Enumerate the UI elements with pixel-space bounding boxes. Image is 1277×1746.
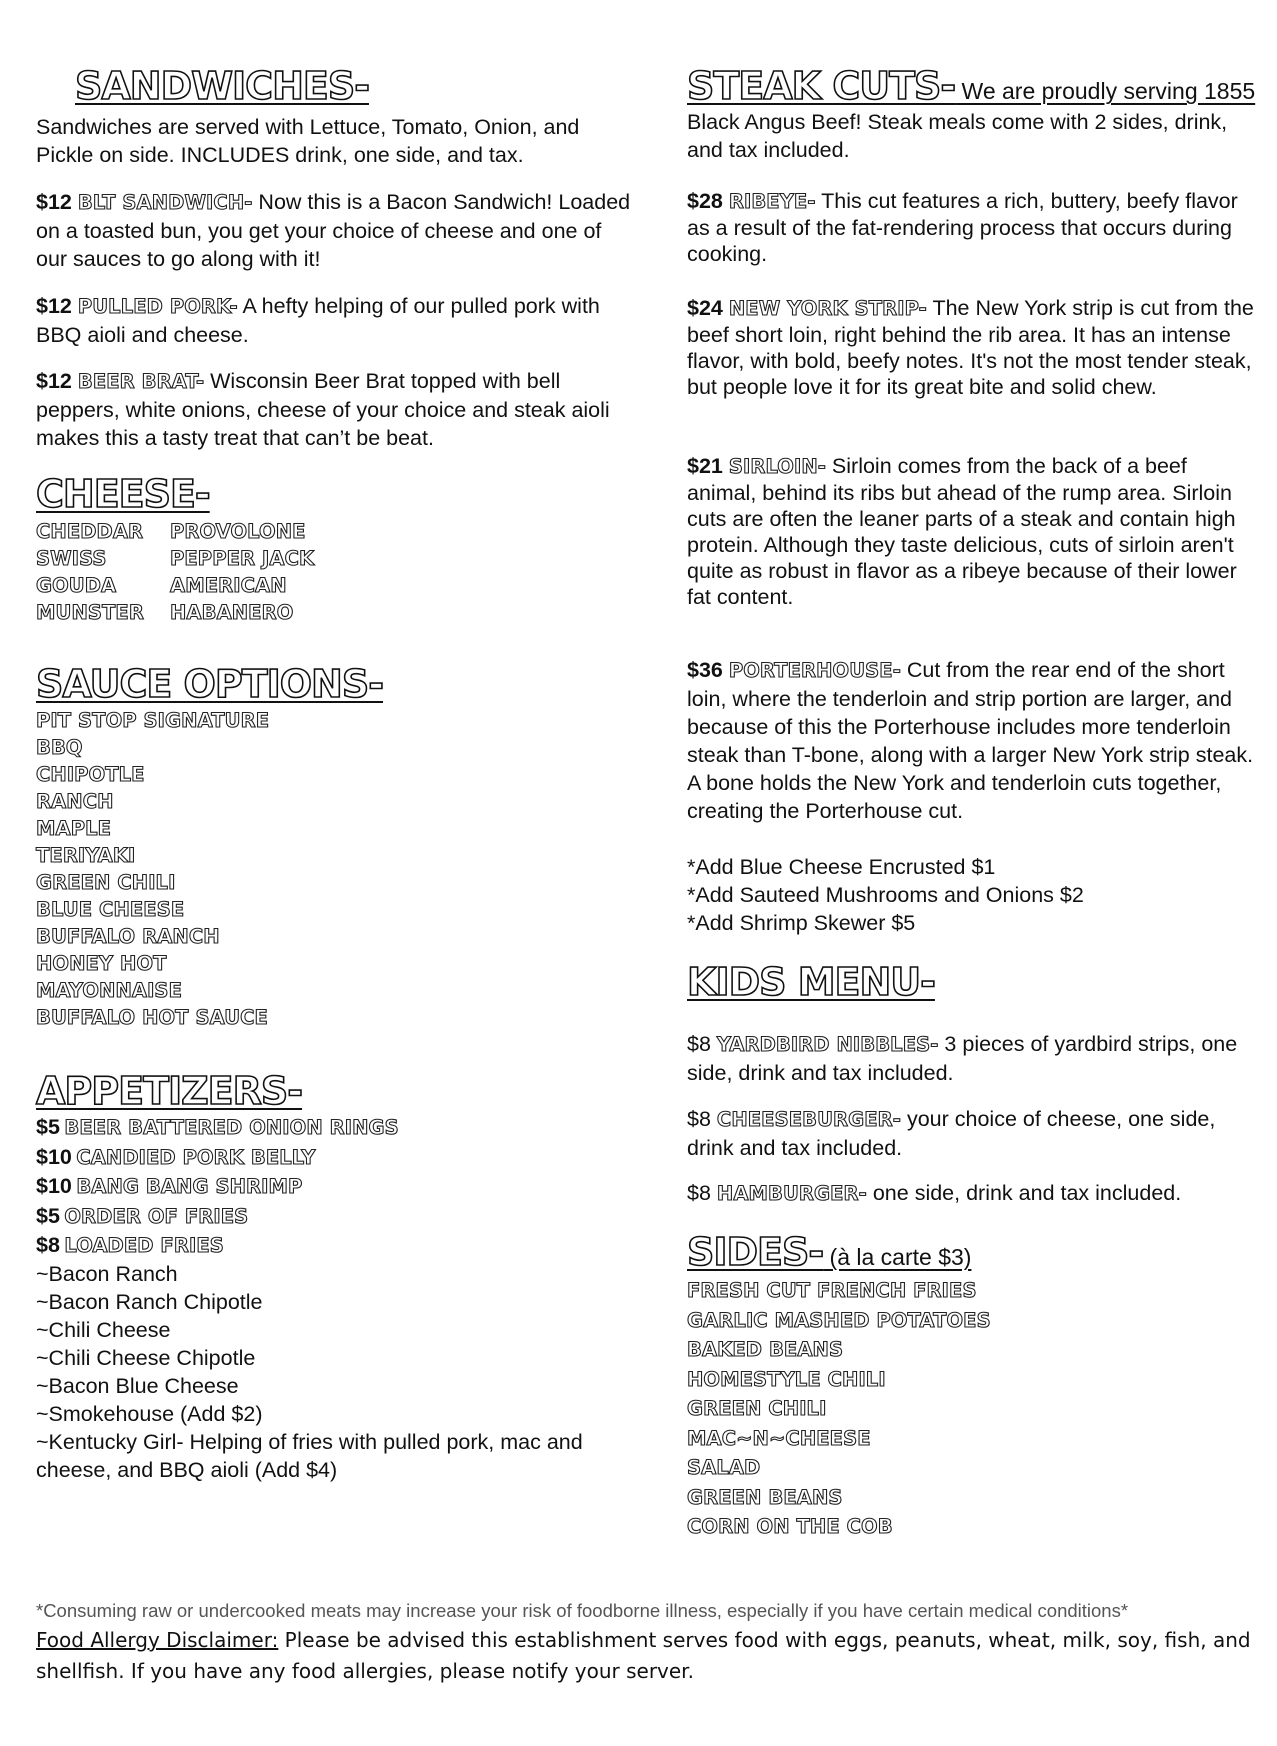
list-item: $5 BEER BATTERED ONION RINGS bbox=[36, 1115, 399, 1139]
sides-price-note: (à la carte $3) bbox=[823, 1244, 972, 1270]
list-item: ~Bacon Blue Cheese bbox=[36, 1374, 239, 1398]
sides-heading: SIDES- (à la carte $3) bbox=[687, 1230, 972, 1274]
menu-item-ribeye bbox=[687, 188, 1262, 267]
appetizer-list bbox=[36, 1113, 399, 1261]
menu-item-new-york-strip bbox=[687, 295, 1262, 400]
steak-cuts-intro-rest: Black Angus Beef! Steak meals come with 2 sides, drink, and tax included. bbox=[687, 110, 1228, 162]
sandwiches-heading: SANDWICHES- bbox=[75, 64, 369, 108]
list-item: AMERICAN bbox=[170, 574, 287, 597]
item-price: $12 bbox=[36, 369, 72, 393]
cheese-heading: CHEESE- bbox=[36, 472, 210, 516]
item-name: HAMBURGER- bbox=[716, 1182, 867, 1205]
steak-addons bbox=[687, 853, 1084, 937]
item-name: BLT SANDWICH- bbox=[77, 191, 253, 214]
list-item: BAKED BEANS bbox=[687, 1338, 844, 1361]
item-name: SIRLOIN- bbox=[728, 455, 826, 478]
list-item: HOMESTYLE CHILI bbox=[687, 1367, 886, 1391]
item-desc: 3 pieces of yardbird strips, one side, drink and tax included. bbox=[687, 1032, 1238, 1085]
sauce-list bbox=[36, 707, 269, 1031]
list-item: RANCH bbox=[36, 790, 114, 813]
list-item: ~Smokehouse (Add $2) bbox=[36, 1402, 263, 1426]
menu-item-beer-brat bbox=[36, 367, 626, 452]
item-desc: A hefty helping of our pulled pork with BBQ aioli and cheese. bbox=[36, 294, 600, 347]
item-name: PULLED PORK- bbox=[77, 295, 238, 318]
list-item: FRESH CUT FRENCH FRIES bbox=[687, 1279, 977, 1302]
item-desc: your choice of cheese, one side, drink and tax included. bbox=[687, 1107, 1216, 1160]
allergy-label: Food Allergy Disclaimer: bbox=[36, 1628, 279, 1652]
item-price: $28 bbox=[687, 189, 723, 213]
raw-meat-warning: *Consuming raw or undercooked meats may increase your risk of foodborne illness, especially if you have certain medical conditions* bbox=[36, 1600, 1129, 1621]
list-item: *Add Sauteed Mushrooms and Onions $2 bbox=[687, 883, 1084, 907]
item-name: PORTERHOUSE- bbox=[728, 659, 901, 682]
menu-item-yardbird-nibbles bbox=[687, 1030, 1262, 1087]
item-desc: one side, drink and tax included. bbox=[866, 1181, 1182, 1205]
item-desc: This cut features a rich, buttery, beefy flavor as a result of the fat-rendering process that occurs during cooking. bbox=[687, 189, 1238, 266]
list-item: PIT STOP SIGNATURE bbox=[36, 709, 270, 732]
list-item: MAPLE bbox=[36, 817, 112, 840]
item-price: $8 bbox=[687, 1032, 711, 1056]
list-item: GREEN CHILI bbox=[36, 871, 176, 894]
item-desc: Wisconsin Beer Brat topped with bell peppers, white onions, cheese of your choice and steak aioli makes this a tasty treat that can’t be beat. bbox=[36, 369, 610, 450]
list-item: CHIPOTLE bbox=[36, 763, 145, 786]
item-name: BEER BRAT- bbox=[77, 370, 205, 393]
list-item: PROVOLONE bbox=[170, 520, 306, 543]
list-item: SWISS bbox=[36, 547, 107, 570]
list-item: PEPPER JACK bbox=[170, 547, 315, 570]
list-item: HONEY HOT bbox=[36, 952, 167, 975]
item-name: RIBEYE- bbox=[728, 190, 816, 213]
item-desc: Sirloin comes from the back of a beef animal, behind its ribs but ahead of the rump area. Sirloin cuts are often the leaner parts of a steak and contain high protein. Although they taste delicious, cuts of sirloin aren't quite as robust in flavor as a ribeye because of their lower fat content. bbox=[687, 454, 1237, 609]
item-price: $12 bbox=[36, 294, 72, 318]
menu-item-sirloin bbox=[687, 453, 1262, 610]
item-price: $24 bbox=[687, 296, 723, 320]
list-item: CORN ON THE COB bbox=[687, 1515, 893, 1538]
list-item: MAYONNAISE bbox=[36, 979, 182, 1002]
appetizers-heading: APPETIZERS- bbox=[36, 1069, 303, 1113]
list-item: MAC~N~CHEESE bbox=[687, 1426, 871, 1450]
loaded-fries-options bbox=[36, 1260, 616, 1482]
list-item: SALAD bbox=[687, 1456, 761, 1479]
list-item: TERIYAKI bbox=[36, 844, 136, 867]
list-item: *Add Blue Cheese Encrusted $1 bbox=[687, 855, 996, 879]
menu-item-porterhouse bbox=[687, 656, 1262, 825]
list-item: $5 ORDER OF FRIES bbox=[36, 1203, 249, 1228]
list-item: GREEN BEANS bbox=[687, 1485, 843, 1509]
menu-item-cheeseburger bbox=[687, 1105, 1262, 1162]
item-price: $36 bbox=[687, 658, 723, 682]
item-price: $8 bbox=[687, 1181, 711, 1205]
allergy-text: Please be advised this establishment serves food with eggs, peanuts, wheat, milk, soy, fish, and shellfish. If you have any food allergies, please notify your server. bbox=[36, 1628, 1251, 1683]
steak-cuts-intro: We are proudly serving 1855 bbox=[955, 78, 1256, 104]
list-item: $10 BANG BANG SHRIMP bbox=[36, 1174, 303, 1198]
list-item: BUFFALO RANCH bbox=[36, 925, 220, 948]
list-item: CHEDDAR bbox=[36, 520, 144, 543]
item-desc: Now this is a Bacon Sandwich! Loaded on a toasted bun, you get your choice of cheese and one of our sauces to go along with it! bbox=[36, 190, 631, 271]
list-item: *Add Shrimp Skewer $5 bbox=[687, 911, 916, 935]
list-item: $8 LOADED FRIES bbox=[36, 1233, 224, 1257]
sauces-heading: SAUCE OPTIONS- bbox=[36, 662, 383, 706]
cheese-list-col1 bbox=[36, 518, 144, 626]
item-price: $21 bbox=[687, 454, 723, 478]
cheese-list-col2 bbox=[170, 518, 314, 626]
allergy-disclaimer bbox=[36, 1625, 1266, 1687]
list-item: ~Chili Cheese bbox=[36, 1318, 171, 1342]
list-item: BUFFALO HOT SAUCE bbox=[36, 1006, 268, 1029]
sides-list bbox=[687, 1276, 991, 1542]
item-name: CHEESEBURGER- bbox=[716, 1108, 901, 1131]
item-price: $12 bbox=[36, 190, 72, 214]
list-item: GOUDA bbox=[36, 574, 117, 597]
steak-cuts-heading: STEAK CUTS- We are proudly serving 1855 bbox=[687, 64, 1256, 108]
list-item: ~Kentucky Girl- Helping of fries with pulled pork, mac and cheese, and BBQ aioli (Add $4) bbox=[36, 1430, 583, 1482]
list-item: ~Bacon Ranch bbox=[36, 1262, 178, 1286]
list-item: ~Bacon Ranch Chipotle bbox=[36, 1290, 263, 1314]
list-item: ~Chili Cheese Chipotle bbox=[36, 1346, 256, 1370]
kids-menu-heading: KIDS MENU- bbox=[687, 960, 935, 1004]
menu-item-pulled-pork bbox=[36, 292, 626, 349]
menu-item-hamburger bbox=[687, 1179, 1262, 1208]
item-price: $8 bbox=[687, 1107, 711, 1131]
sandwiches-intro: Sandwiches are served with Lettuce, Tomato, Onion, and Pickle on side. INCLUDES drink, one side, and tax. bbox=[36, 115, 580, 167]
list-item: BBQ bbox=[36, 736, 83, 759]
item-name: NEW YORK STRIP- bbox=[728, 297, 927, 320]
list-item: GREEN CHILI bbox=[687, 1397, 827, 1420]
list-item: GARLIC MASHED POTATOES bbox=[687, 1308, 991, 1332]
item-desc: The New York strip is cut from the beef short loin, right behind the rib area. It has an intense flavor, with bold, beefy notes. It's not the most tender steak, but people love it for its great bite and solid chew. bbox=[687, 296, 1254, 399]
list-item: BLUE CHEESE bbox=[36, 898, 185, 921]
item-desc: Cut from the rear end of the short loin, where the tenderloin and strip portion are larger, and because of this the Porterhouse includes more tenderloin steak than T-bone, along with a larger New York strip steak. A bone holds the New York and tenderloin cuts together, creating the Porterhouse cut. bbox=[687, 658, 1254, 823]
list-item: $10 CANDIED PORK BELLY bbox=[36, 1144, 316, 1169]
list-item: MUNSTER bbox=[36, 601, 144, 624]
menu-item-blt bbox=[36, 188, 636, 273]
list-item: HABANERO bbox=[170, 601, 294, 624]
item-name: YARDBIRD NIBBLES- bbox=[716, 1033, 939, 1056]
